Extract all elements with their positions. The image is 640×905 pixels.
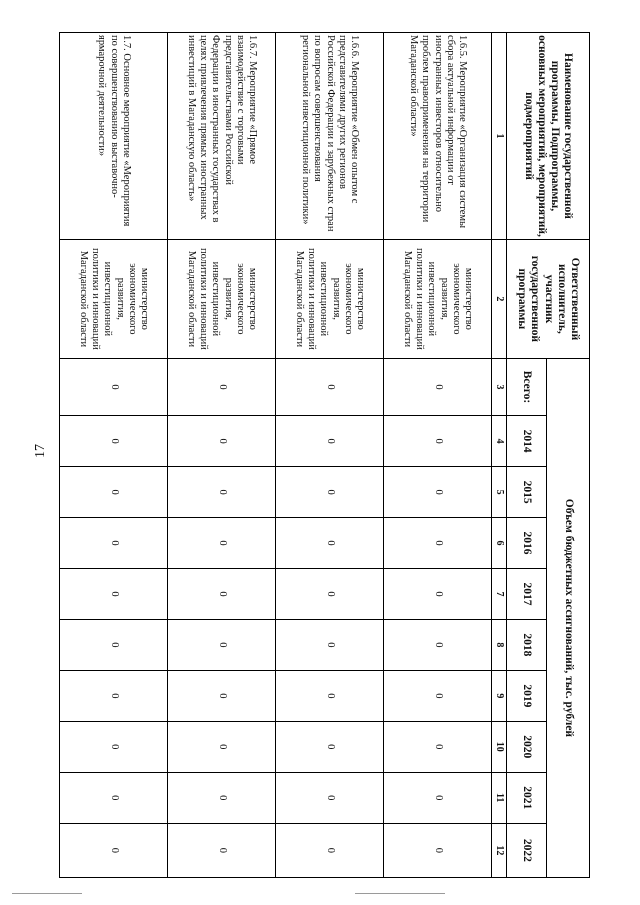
page-number: 17 <box>33 444 48 458</box>
program-name-cell: 1.6.7. Мероприятие «Прямое взаимодействие с торговыми представительствами Российской Федерации в иностранных государствах в целях привлечения прямых иностранных инвестиций в Магаданскую область» <box>168 33 276 240</box>
value-cell: 0 <box>384 518 492 569</box>
column-number: 7 <box>492 568 507 619</box>
value-cell: 0 <box>276 568 384 619</box>
column-number: 4 <box>492 416 507 467</box>
header-year: 2014 <box>507 416 547 467</box>
header-year: 2016 <box>507 518 547 569</box>
table-row <box>384 33 492 878</box>
header-year: 2021 <box>507 772 547 823</box>
value-cell: 0 <box>168 358 276 415</box>
table-row <box>276 33 384 878</box>
value-cell: 0 <box>60 670 168 721</box>
value-cell: 0 <box>384 568 492 619</box>
table-row <box>60 33 168 878</box>
value-cell: 0 <box>384 721 492 772</box>
value-cell: 0 <box>168 416 276 467</box>
column-number: 2 <box>492 239 507 358</box>
value-cell: 0 <box>384 670 492 721</box>
header-total: Всего: <box>507 358 547 415</box>
value-cell: 0 <box>168 568 276 619</box>
value-cell: 0 <box>60 518 168 569</box>
value-cell: 0 <box>384 358 492 415</box>
value-cell: 0 <box>384 467 492 518</box>
header-year: 2015 <box>507 467 547 518</box>
value-cell: 0 <box>168 518 276 569</box>
value-cell: 0 <box>384 823 492 877</box>
table-row <box>168 33 276 878</box>
value-cell: 0 <box>60 358 168 415</box>
value-cell: 0 <box>60 467 168 518</box>
scan-line-mark <box>12 893 82 894</box>
column-number: 3 <box>492 358 507 415</box>
scan-line-mark <box>355 893 445 894</box>
value-cell: 0 <box>276 358 384 415</box>
value-cell: 0 <box>168 467 276 518</box>
value-cell: 0 <box>276 467 384 518</box>
value-cell: 0 <box>60 619 168 670</box>
column-number: 10 <box>492 721 507 772</box>
column-number-row <box>492 33 507 878</box>
value-cell: 0 <box>168 823 276 877</box>
header-name: Наименование государственной программы, Подпрограммы, основных мероприятий, мероприятий, подмероприятий <box>507 33 590 240</box>
responsible-cell: министерство экономического развития, инвестиционной политики и инноваций Магаданской области <box>168 239 276 358</box>
value-cell: 0 <box>384 619 492 670</box>
value-cell: 0 <box>276 721 384 772</box>
column-number: 8 <box>492 619 507 670</box>
value-cell: 0 <box>276 416 384 467</box>
column-number: 11 <box>492 772 507 823</box>
responsible-cell: министерство экономического развития, инвестиционной политики и инноваций Магаданской области <box>384 239 492 358</box>
column-number: 5 <box>492 467 507 518</box>
value-cell: 0 <box>60 416 168 467</box>
value-cell: 0 <box>168 772 276 823</box>
value-cell: 0 <box>276 619 384 670</box>
program-name-cell: 1.6.5. Мероприятие «Организация системы сбора актуальной информации от иностранных инвесторов относительно проблем правоприменения на территории Магаданской области» <box>384 33 492 240</box>
value-cell: 0 <box>60 568 168 619</box>
value-cell: 0 <box>60 823 168 877</box>
budget-table <box>59 32 590 878</box>
value-cell: 0 <box>384 416 492 467</box>
header-year: 2018 <box>507 619 547 670</box>
value-cell: 0 <box>276 823 384 877</box>
column-number: 6 <box>492 518 507 569</box>
value-cell: 0 <box>276 772 384 823</box>
rotated-table-wrapper <box>59 32 590 878</box>
column-number: 9 <box>492 670 507 721</box>
value-cell: 0 <box>276 518 384 569</box>
header-year: 2022 <box>507 823 547 877</box>
header-year: 2019 <box>507 670 547 721</box>
value-cell: 0 <box>168 721 276 772</box>
column-number: 1 <box>492 33 507 240</box>
header-budget: Объем бюджетных ассигнований, тыс. рублей <box>547 358 590 877</box>
responsible-cell: министерство экономического развития, инвестиционной политики и инноваций Магаданской области <box>276 239 384 358</box>
value-cell: 0 <box>60 772 168 823</box>
value-cell: 0 <box>168 619 276 670</box>
value-cell: 0 <box>384 772 492 823</box>
header-year: 2020 <box>507 721 547 772</box>
value-cell: 0 <box>60 721 168 772</box>
value-cell: 0 <box>276 670 384 721</box>
program-name-cell: 1.6.6. Мероприятие «Обмен опытом с представителями других регионов Российской Федерации и зарубежных стран по вопросам совершенствования региональной инвестиционной политики» <box>276 33 384 240</box>
header-year: 2017 <box>507 568 547 619</box>
responsible-cell: министерство экономического развития, инвестиционной политики и инноваций Магаданской области <box>60 239 168 358</box>
header-responsible: Ответственный исполнитель, участник государственной программы <box>507 239 590 358</box>
column-number: 12 <box>492 823 507 877</box>
value-cell: 0 <box>168 670 276 721</box>
program-name-cell: 1.7. Основное мероприятие «Мероприятия по совершенствованию выставочно-ярмарочной деятельности» <box>60 33 168 240</box>
